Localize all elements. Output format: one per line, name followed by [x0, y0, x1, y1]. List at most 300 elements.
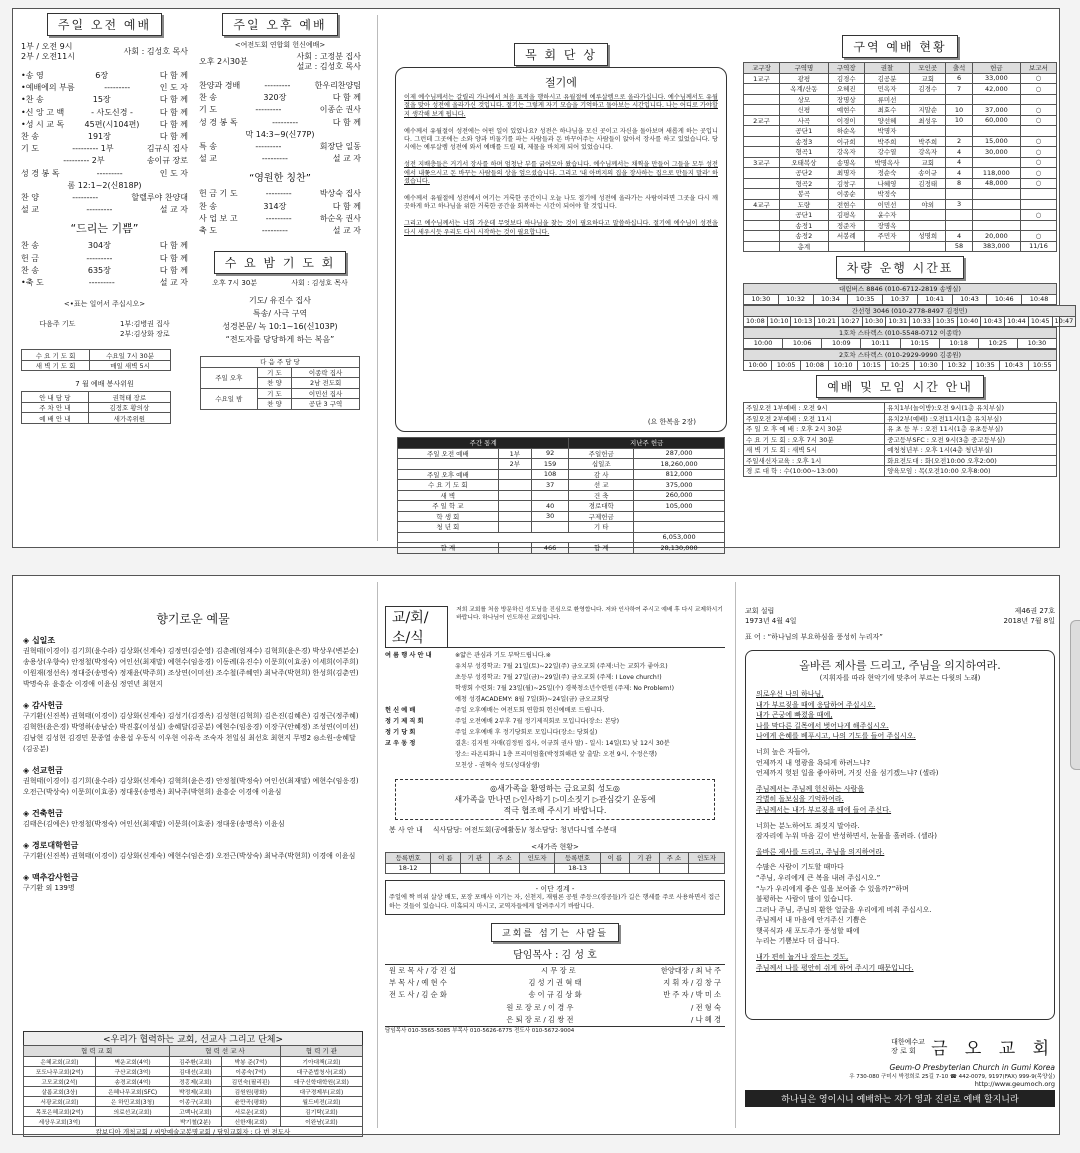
staff-row: [385, 1014, 725, 1026]
district-cell: [972, 210, 1020, 221]
district-title: 구역 예배 현황: [842, 35, 957, 58]
district-cell: 118,000: [972, 168, 1020, 179]
district-cell: [910, 94, 946, 105]
order-row: [17, 131, 192, 143]
offering-section: [23, 635, 363, 690]
district-cell: 옥계/산동: [780, 84, 829, 95]
partner-cell: 살롬교회(3상): [24, 1086, 96, 1096]
schedule-title: 예배 및 모임 시간 안내: [816, 375, 984, 398]
stats-title: 주간 통계: [398, 438, 569, 449]
news-item-label: [385, 683, 455, 694]
stats-cell: 청 년 회: [398, 522, 499, 533]
pm-sermon-title: “영원한 칭찬”: [249, 173, 311, 185]
district-cell: 최명자: [828, 168, 864, 179]
partner-cell: 월드비전(교회): [280, 1096, 362, 1106]
district-cell: [744, 126, 780, 137]
order-cell: 헌 금 기 도: [199, 189, 238, 199]
order-cell: 다 함 께: [159, 119, 188, 129]
district-cell: ○: [1020, 105, 1056, 116]
schedule-cell: 유치1부(놀이방):오전 9시(1층 유치부실): [885, 403, 1057, 414]
order-row: [195, 141, 365, 153]
am-time-block: [17, 40, 192, 64]
bus-time: 10:09: [822, 338, 861, 349]
partner-cell: 포도나무교회(2억): [24, 1066, 96, 1076]
heresy-text: 주일에 짝 비위 살상 배도, 포장 포배사 이기는 자, 신천지, 재림론 공원 주등으(경공들)가 길은 행세를 주로 사용하면서 접근하는 것들이 있습니다. 미혹되지 마시고, 교역자들에게 알려주시기 바랍니다.: [389, 894, 721, 910]
district-cell: [972, 189, 1020, 200]
stats-row: [398, 511, 725, 522]
offering-section-names: 구기환(신진복) 권혁태(이경이) 김상화(신계숙) 예현수(임은경) 오전근(박상숙) 최낙주(박현희) 이경애 이윤심: [23, 852, 356, 860]
psalm-line: 의로우신 나의 하나님,: [756, 690, 824, 698]
order-row: [195, 104, 365, 116]
newcomer-title: <새가족 현황>: [531, 843, 579, 852]
partner-cell: 김주환(교회): [170, 1056, 221, 1066]
bus-route-row: [744, 350, 1057, 361]
order-cell: 막 14:3~9(신77P): [245, 129, 315, 139]
newcomer-head-cell: 인도자: [689, 853, 725, 864]
order-cell: 헌 금: [21, 253, 39, 263]
district-cell: [828, 241, 864, 252]
newcomer-cell: [689, 863, 725, 874]
stats-cell: 십일조: [569, 459, 634, 470]
psalm-verses: [756, 689, 1044, 973]
bulletin-inner-page: [12, 8, 1074, 553]
offering-title: 지난주 헌금: [569, 438, 725, 449]
schedule-cell: 주일오전 1부예배 : 오전 9시: [744, 403, 885, 414]
stats-cell: 159: [531, 459, 568, 470]
bus-time: 10:48: [1022, 294, 1057, 305]
am-order-list-2: [17, 240, 192, 289]
partner-cell: 대구준법청사(교회): [280, 1066, 362, 1076]
district-cell: 2: [946, 136, 973, 147]
stats-cell: 28,130,000: [634, 543, 725, 554]
staff-cell: 전 도 사 / 김 순 화: [389, 990, 447, 1000]
order-cell: 인 도 자: [159, 83, 188, 93]
district-cell: 4: [946, 157, 973, 168]
stats-cell: 주일 오후 예배: [398, 469, 499, 480]
district-cell: 4: [946, 231, 973, 242]
schedule-cell: 주일오전 2부예배 : 오전 11시: [744, 413, 885, 424]
news-item-text: 예청 성경ACADEMY: 8월 7일(화)~24일(금) 금오교회당: [455, 696, 609, 703]
bus-time: 10:00: [744, 360, 772, 371]
news-item-label: [385, 694, 455, 705]
bus-route-row: [744, 328, 1057, 339]
partner-row: [24, 1076, 363, 1086]
district-cell: 장명옥: [864, 220, 909, 231]
order-row: [17, 180, 192, 192]
order-cell: 찬양과 경배: [199, 81, 241, 90]
bus-time: 10:43: [952, 294, 987, 305]
news-item: [385, 716, 725, 727]
order-row: [195, 80, 365, 92]
partner-cell: 윤만곡(평화): [221, 1096, 280, 1106]
order-cell: 찬 송: [21, 132, 39, 142]
volunteer-table: [21, 391, 171, 424]
news-item-label: 교 우 동 정: [385, 740, 416, 747]
district-head-cell: 권찰: [864, 63, 909, 74]
district-cell: 도량: [780, 199, 829, 210]
order-cell: ---------: [86, 253, 113, 263]
wed-line: 기도/ 유진수 집사: [249, 296, 311, 306]
district-head-cell: 교구장: [744, 63, 780, 74]
bus-time: 10:13: [791, 316, 815, 327]
partner-cell: 세상우교회(3억): [24, 1116, 96, 1126]
district-cell: [972, 126, 1020, 137]
order-row: [17, 240, 192, 252]
psalm-line: 주님께서 나를 평안히 쉬게 하여 주시기 때문입니다.: [756, 963, 914, 972]
news-items: [385, 650, 725, 771]
district-table: [743, 62, 1057, 252]
district-head-cell: 모인곳: [910, 63, 946, 74]
newcomer-head-cell: 인도자: [519, 853, 555, 864]
duty-cell: 이민선 집사: [292, 388, 360, 399]
order-cell: ---------: [88, 278, 115, 288]
staff-cell: 시 무 장 로: [541, 966, 576, 976]
district-cell: 예현수: [828, 105, 864, 116]
bus-route-name: 대림버스 8846 (010-6712-2819 송병실): [744, 284, 1057, 295]
order-cell: 성 경 봉 독: [21, 168, 60, 178]
bus-route-table: [743, 283, 1057, 305]
newcomer-cell: [659, 863, 688, 874]
schedule-row: [744, 424, 1057, 435]
pm-host: 사회 : 고정분 집사: [296, 52, 361, 61]
prayer-cell: 수 요 기 도 회: [22, 350, 90, 361]
order-cell: 설 교 자: [332, 154, 361, 164]
district-cell: 강옥자: [828, 147, 864, 158]
district-cell: 4교구: [744, 199, 780, 210]
stats-row: [398, 469, 725, 480]
psalm-line: 나를 막다른 길목에서 벗어나게 해주십시오.: [756, 721, 889, 730]
district-cell: 김정태: [910, 178, 946, 189]
denomination: 대한예수교 장 로 회: [891, 1037, 925, 1055]
partners-body: [24, 1056, 363, 1126]
order-cell: 다 함 께: [159, 241, 188, 251]
bus-time: 10:30: [862, 316, 886, 327]
wed-line: “전도자를 당당하게 하는 복음”: [225, 335, 335, 345]
pm-preacher: 설교 : 김성호 목사: [296, 62, 361, 71]
prayer-cell: 수요일 7시 30분: [90, 350, 171, 361]
order-row: [195, 92, 365, 104]
district-body: [744, 73, 1057, 252]
bus-times-row: [744, 360, 1057, 371]
order-cell: •송 영: [21, 71, 44, 80]
stats-row: [398, 543, 725, 554]
vol-cell: 새가족위원: [88, 413, 170, 424]
stats-cell: 1부: [498, 448, 531, 459]
district-cell: ○: [1020, 178, 1056, 189]
order-cell: 회장단 일동: [319, 142, 361, 152]
order-row: [17, 119, 192, 131]
stats-cell: 주일헌금: [569, 448, 634, 459]
stats-cell: [634, 522, 725, 533]
district-row: [744, 126, 1057, 137]
bus-time: 10:08: [744, 316, 768, 327]
district-cell: ○: [1020, 168, 1056, 179]
offerings-column: [23, 576, 363, 1134]
bus-time: 10:46: [987, 294, 1022, 305]
offering-section-name: ◈ 맥추감사헌금: [23, 873, 79, 882]
stats-row: [398, 522, 725, 533]
bus-time: 10:08: [800, 360, 828, 371]
district-cell: [972, 157, 1020, 168]
pm-time: 오후 2시30분: [199, 57, 248, 66]
schedule-cell: 수 요 기 도 회 : 오후 7시 30분: [744, 434, 885, 445]
stand-note: <•표는 일어서 주십시오>: [63, 300, 146, 309]
pastoral-para: 예수께서 유월절에 성전에서 여기는 거룩한 공간이니 오늘 나도 절기에 성전에 올라가는 사람이라면 그곳을 다시 깨끗하게 하고 하나님을 위한 거룩한 공간을 회복하는 시간이 되어야 할 것입니다.: [404, 194, 718, 211]
order-cell: ---------: [265, 213, 292, 223]
news-item: [385, 749, 725, 760]
newcomer-head-cell: 기 관: [460, 853, 489, 864]
schedule-row: [744, 403, 1057, 414]
am-time-1: 1부 / 오전 9시: [21, 42, 73, 51]
district-cell: [946, 126, 973, 137]
pastoral-column: [385, 9, 737, 553]
district-cell: ○: [1020, 84, 1056, 95]
partner-head: 협 력 기 관: [280, 1046, 362, 1057]
district-cell: 7: [946, 84, 973, 95]
district-cell: 상모: [780, 94, 829, 105]
district-cell: [946, 220, 973, 231]
partner-cell: 박정제(교회): [170, 1086, 221, 1096]
order-cell: 특 송: [199, 142, 217, 152]
bus-route-row: [744, 306, 1076, 317]
scroll-tab[interactable]: [1070, 620, 1080, 770]
order-cell: ---------: [272, 117, 299, 127]
news-column: [385, 576, 725, 1134]
offering-section-names: 김태은(김예은) 안정철(박정숙) 여인선(최재말) 이문희(이효종) 정대웅(송명옥) 이윤심: [23, 820, 285, 828]
district-cell: 장명상: [828, 94, 864, 105]
offering-section-name: ◈ 십일조: [23, 636, 56, 645]
staff-list: [385, 964, 725, 1027]
order-cell: ---------: [86, 205, 113, 215]
partners-title: <우리가 협력하는 교회, 선교사 그리고 단체>: [23, 1031, 363, 1045]
duty-table: [200, 356, 360, 410]
district-cell: 형곡1: [780, 147, 829, 158]
schedule-body: [744, 403, 1057, 477]
bus-route-row: [744, 284, 1057, 295]
district-cell: 최효수: [864, 105, 909, 116]
psalm-line: 그러나 주님, 주님의 환한 얼굴을 우리에게 비춰 주십시오.: [756, 905, 932, 914]
stats-cell: 합 계: [398, 543, 499, 554]
wed-host: 사회 : 김성호 목사: [291, 279, 348, 288]
order-cell: 축 도: [199, 226, 217, 236]
district-cell: 주민자: [864, 231, 909, 242]
schedule-table: [743, 402, 1057, 477]
offering-section-name: ◈ 선교헌금: [23, 766, 63, 775]
district-cell: 4: [946, 168, 973, 179]
pm-order-list: [195, 80, 365, 165]
order-cell: 다 함 께: [159, 253, 188, 263]
offering-section-names: 구기환 외 139명: [23, 884, 75, 892]
district-row: [744, 231, 1057, 242]
am-service-column: [17, 9, 192, 547]
district-cell: [910, 210, 946, 221]
pm-time-block: [195, 50, 365, 74]
district-head-cell: 헌금: [972, 63, 1020, 74]
order-row: [195, 213, 365, 225]
partner-cell: 서광교회(교회): [24, 1096, 96, 1106]
pastoral-para: 성전 지배층들은 거기서 장사를 하며 엄청난 부를 긁어모아 왔습니다. 예수님께서는 채찍을 만들어 그들을 모두 성전에서 내쫓으시고 돈 바꾸는 사람들의 상을 엎으셨습니다. 그리고 '내 아버지의 집을 장사하는 집으로 만들지 말라' 하셨습니다.: [404, 161, 718, 186]
stats-row: [398, 448, 725, 459]
order-cell: 기 도: [21, 144, 39, 154]
news-item-label: 헌 신 예 배: [385, 707, 416, 714]
partner-cell: 대구경제부(교회): [280, 1086, 362, 1096]
order-row: [17, 155, 192, 167]
vol-cell: 김정호 황의상: [88, 402, 170, 413]
district-cell: [744, 189, 780, 200]
district-cell: 10: [946, 115, 973, 126]
partner-head: 협 력 선 교 사: [170, 1046, 281, 1057]
volunteer-title: 7 월 예배 봉사위원: [75, 380, 134, 389]
bus-time: 10:15: [857, 360, 885, 371]
district-cell: 송정2: [780, 231, 829, 242]
news-item-text: 주일 오전예배 2부후 7월 정기제직회로 모입니다(장소: 본당): [455, 718, 620, 725]
schedule-row: [744, 434, 1057, 445]
district-cell: 공단1: [780, 210, 829, 221]
offering-section: [23, 700, 363, 755]
church-name-block: [745, 1034, 1055, 1059]
newcomer-head-cell: 등록번호: [386, 853, 431, 864]
stats-cell: 105,000: [634, 501, 725, 512]
newcomer-head-cell: 기 관: [630, 853, 659, 864]
order-cell: 이종순 권사: [319, 105, 361, 115]
psalm-line: 내가 곤궁에 빠졌을 때에,: [756, 711, 833, 720]
partner-row: [24, 1096, 363, 1106]
prayer-cell: 매일 새벽 5시: [90, 360, 171, 371]
psalm-line: 주님께서 내 마음에 안겨주신 기쁨은: [756, 916, 867, 925]
duty-cell: 이종락 집사: [292, 367, 360, 378]
order-cell: ---------: [264, 81, 291, 90]
district-cell: [744, 105, 780, 116]
bus-time: 10:44: [1005, 316, 1029, 327]
schedule-cell: 중고등부SFC : 오전 9시(3층 중고등부실): [885, 434, 1057, 445]
district-row: [744, 199, 1057, 210]
wed-title: 수 요 밤 기 도 회: [214, 251, 347, 274]
district-row: [744, 136, 1057, 147]
district-cell: 8: [946, 178, 973, 189]
partner-cell: 정홍제(교회): [170, 1076, 221, 1086]
staff-cell: 부 목 사 / 예 현 수: [389, 978, 447, 988]
district-cell: 송정3: [780, 136, 829, 147]
bus-time: 10:25: [978, 338, 1017, 349]
newcomer-head-cell: 이 름: [431, 853, 460, 864]
order-cell: ---------: [265, 189, 292, 199]
order-cell: 45편(시104편): [84, 119, 140, 129]
district-cell: 이경이: [828, 115, 864, 126]
news-item: [385, 705, 725, 716]
staff-cell: 지 휘 자 / 김 창 구: [663, 978, 721, 988]
district-cell: ○: [1020, 136, 1056, 147]
bus-time: 10:30: [914, 360, 942, 371]
psalm-title: 올바른 제사를 드리고, 주님을 의지하여라.: [799, 659, 1001, 672]
partner-cell: 이완남(교회): [280, 1116, 362, 1126]
offering-sections: [23, 635, 363, 894]
order-cell: 찬 송: [21, 241, 39, 251]
bus-time: 10:35: [933, 316, 957, 327]
district-cell: [946, 210, 973, 221]
district-cell: [946, 94, 973, 105]
district-cell: 42,000: [972, 84, 1020, 95]
order-cell: 15장: [92, 95, 111, 105]
district-cell: 37,000: [972, 105, 1020, 116]
bus-time: 10:32: [943, 360, 971, 371]
bus-time: 10:27: [838, 316, 862, 327]
order-cell: •예배에의 부름: [21, 83, 75, 93]
district-cell: 15,000: [972, 136, 1020, 147]
partner-cell: 의료선교(교회): [95, 1106, 169, 1116]
vol-cell: 권혁태 장로: [88, 392, 170, 403]
bus-time: 10:31: [886, 316, 910, 327]
center-fold: [377, 15, 378, 541]
issue-date: 2018년 7월 8일: [1003, 617, 1055, 625]
order-cell: 다 함 께: [159, 107, 188, 117]
schedule-cell: 화요전도대 : 화(오전10:00 오후2:00): [885, 455, 1057, 466]
offering-section-name: ◈ 경로대학헌금: [23, 841, 79, 850]
order-cell: 성 경 봉 독: [199, 117, 238, 127]
news-item-text: 결혼: 김지원 자매(김정원 집사, 이규희 권사 딸) - 일시: 14일(토) 낮 12시 30분: [455, 740, 670, 747]
issue-number: 제46권 27호: [1014, 607, 1055, 615]
church-url[interactable]: http://www.geumoch.org: [974, 1080, 1055, 1088]
wed-time-block: [195, 278, 365, 288]
newcomer-cell: 18-12: [386, 863, 431, 874]
schedule-row: [744, 455, 1057, 466]
district-cell: 공단1: [780, 126, 829, 137]
order-row: [17, 70, 192, 82]
stats-cell: [498, 522, 531, 533]
theme: 표 어 : “하나님의 부요하심을 풍성히 누리자”: [745, 633, 883, 641]
partner-cell: 김기탁(교회): [280, 1106, 362, 1116]
partner-cell: 송경교회(4억): [95, 1076, 169, 1086]
serve-text: 식사담당: 여전도회(공예활동)/ 청소담당: 청년다니엘 수봉대: [432, 826, 617, 834]
partner-row: [24, 1066, 363, 1076]
district-cell: 최성우: [910, 115, 946, 126]
news-item: [385, 661, 725, 672]
bulletin-outer-page: [12, 575, 1060, 1135]
staff-row: [385, 989, 725, 1001]
stats-cell: 수 요 기 도 회: [398, 480, 499, 491]
order-row: [195, 225, 365, 237]
order-row: [195, 129, 365, 141]
order-cell: 박상숙 집사: [319, 189, 361, 199]
news-item-label: 정 기 제 직 회: [385, 718, 424, 725]
stats-cell: 학 생 회: [398, 511, 499, 522]
bus-time: 10:43: [1000, 360, 1028, 371]
district-cell: ○: [1020, 73, 1056, 84]
news-item-label: [385, 749, 455, 760]
bus-time: 10:35: [848, 294, 883, 305]
district-cell: [910, 126, 946, 137]
partner-cell: 대구신학대학원(교회): [280, 1076, 362, 1086]
news-item: [385, 650, 725, 661]
partner-cell: 은혜교회(교회): [24, 1056, 96, 1066]
stats-cell: 40: [531, 501, 568, 512]
psalm-line: 주님께서는 내가 부르짖을 때에 들어 주신다.: [756, 805, 892, 814]
offerings-title: 향기로운 예물: [156, 612, 230, 626]
pastoral-para: 예수께서 유월절이 성전에는 어떤 일이 있었나요? 성전은 하나님을 모신 곳이고 자신을 돌아보며 새롭게 하는 곳입니다. 그런데 그곳에는 소와 양과 비둘기를 파는 사람들과 돈 바꾸어주는 사람들이 앉아서 장사를 하고 있었습니다. 당시에는 예루살렘 성전에 와서 예배를 드릴 때, 제물을 바치게 되어 있었습니다.: [404, 127, 718, 152]
bus-time: 10:30: [1017, 338, 1056, 349]
pm-service-title: 주일 오후 예배: [222, 13, 337, 36]
district-cell: ○: [1020, 231, 1056, 242]
order-row: [195, 117, 365, 129]
psalm-box: [745, 650, 1055, 1020]
district-cell: [1020, 126, 1056, 137]
right-fold: [735, 582, 736, 1128]
order-cell: 6장: [95, 71, 109, 80]
church-name: 금 오 교 회: [931, 1039, 1055, 1059]
stats-cell: [498, 511, 531, 522]
district-cell: 송명옥: [828, 157, 864, 168]
serve-label: 봉 사 안 내: [389, 826, 423, 834]
order-cell: ---------: [261, 226, 288, 236]
